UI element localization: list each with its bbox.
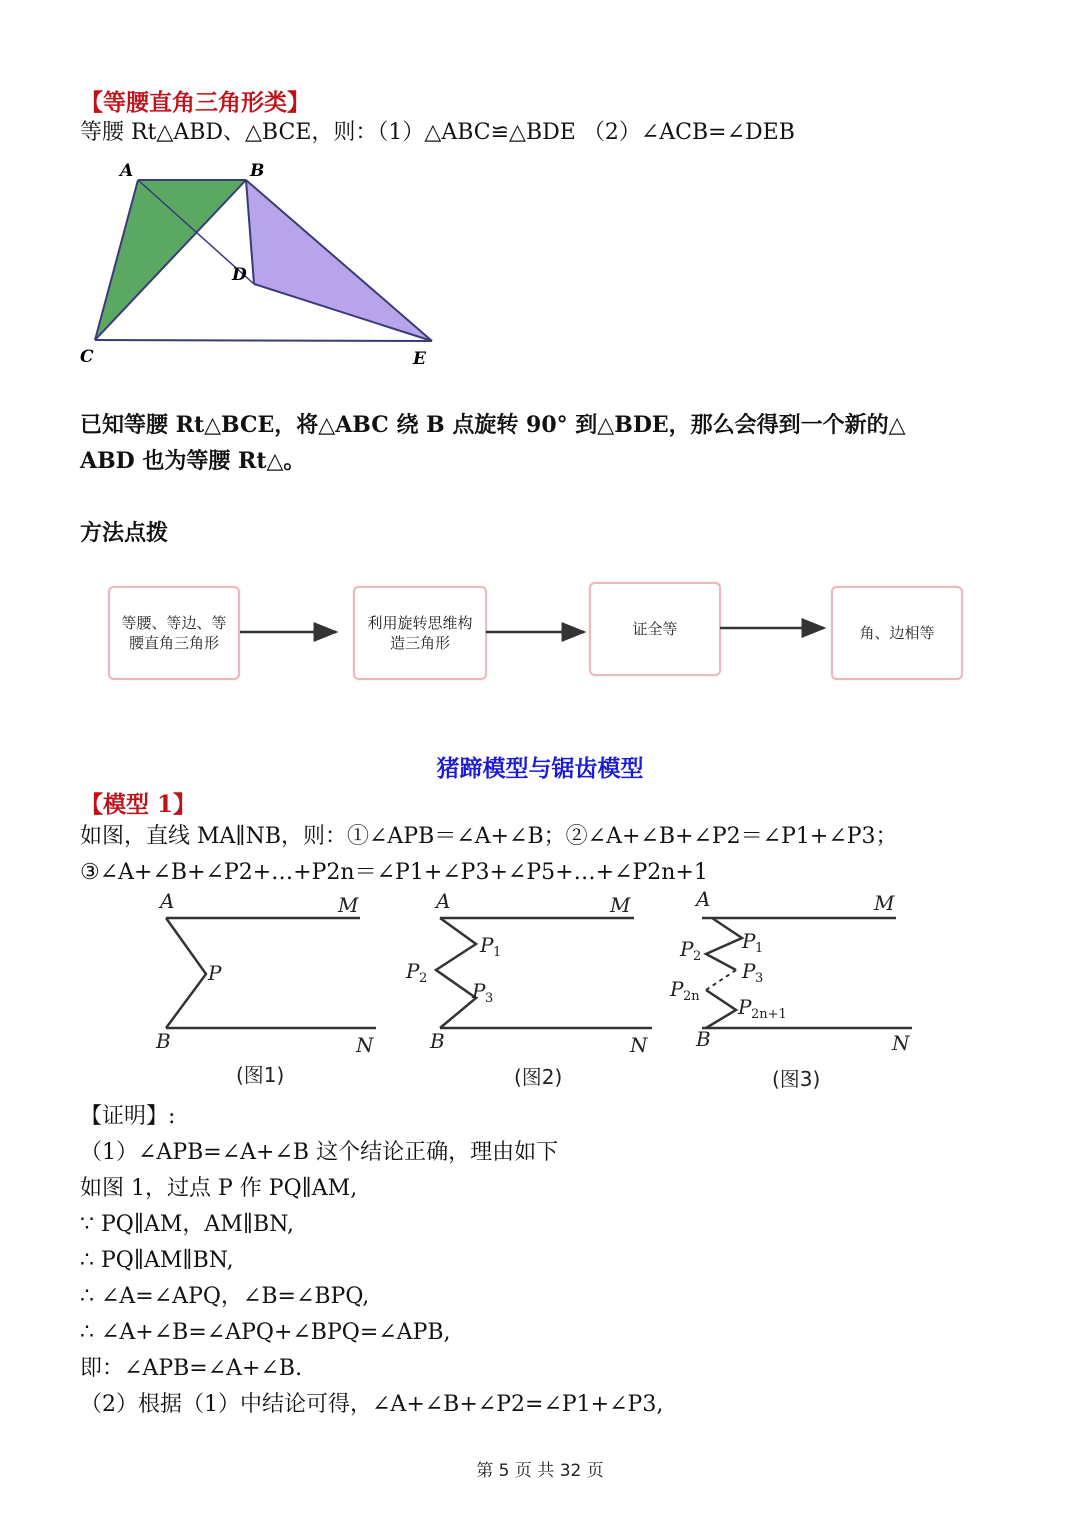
fig1-label-m: M bbox=[338, 893, 359, 917]
label-a: A bbox=[120, 161, 134, 181]
explanation-line-1: 已知等腰 Rt△BCE，将△ABC 绕 B 点旋转 90° 到△BDE，那么会得到一个新的△ bbox=[80, 412, 906, 438]
proof-line-1: （1）∠APB=∠A+∠B 这个结论正确，理由如下 bbox=[80, 1140, 559, 1165]
fig2-label-p2-sub: 2 bbox=[419, 971, 428, 986]
fig3-label-a: A bbox=[696, 887, 711, 911]
label-b: B bbox=[250, 161, 265, 181]
fig3-label-p1-sub: 1 bbox=[755, 941, 764, 956]
segment-ce bbox=[95, 340, 432, 341]
theorem-statement: 等腰 Rt△ABD、△BCE，则：（1）△ABC≌△BDE （2）∠ACB=∠DEB bbox=[80, 120, 795, 145]
fig3-label-p3: P bbox=[742, 959, 756, 983]
fig3-label-p2n-sub: 2n bbox=[683, 989, 700, 1004]
fig3-label-p2: P bbox=[680, 937, 694, 961]
proof-line-8: （2）根据（1）中结论可得，∠A+∠B+∠P2=∠P1+∠P3, bbox=[80, 1392, 664, 1417]
fig3-caption: (图3) bbox=[772, 1067, 821, 1091]
fig1-label-n: N bbox=[356, 1033, 374, 1057]
fig1-label-b: B bbox=[156, 1029, 171, 1053]
fig1-caption: (图1) bbox=[236, 1063, 285, 1087]
proof-line-6: ∴ ∠A+∠B=∠APQ+∠BPQ=∠APB, bbox=[80, 1320, 451, 1345]
fig2-label-p3: P bbox=[472, 979, 486, 1003]
fig2-caption: (图2) bbox=[514, 1065, 563, 1089]
fig3-label-b: B bbox=[696, 1027, 711, 1051]
fig3-label-p3-sub: 3 bbox=[755, 971, 764, 986]
figure-2 bbox=[405, 889, 652, 1089]
fig2-label-a: A bbox=[436, 889, 451, 913]
fig3-label-p2n: P bbox=[670, 977, 684, 1001]
triangle-figure bbox=[70, 158, 450, 373]
flow-box-2: 利用旋转思维构造三角形 bbox=[353, 586, 487, 680]
figure-3 bbox=[669, 887, 912, 1091]
fig2-label-m: M bbox=[610, 893, 631, 917]
model-heading: 【模型 1】 bbox=[80, 791, 197, 818]
proof-line-2: 如图 1，过点 P 作 PQ∥AM, bbox=[80, 1176, 358, 1201]
method-title: 方法点拨 bbox=[80, 520, 169, 546]
fig2-label-b: B bbox=[430, 1029, 445, 1053]
fig1-label-a: A bbox=[160, 889, 175, 913]
flow-arrows bbox=[0, 600, 1080, 660]
section-title: 猪蹄模型与锯齿模型 bbox=[436, 755, 644, 782]
fig3-label-m: M bbox=[874, 891, 895, 915]
explanation-line-2: ABD 也为等腰 Rt△。 bbox=[80, 448, 306, 474]
fig3-label-p2n1-sub: 2n+1 bbox=[751, 1007, 787, 1022]
fig3-label-n: N bbox=[892, 1031, 910, 1055]
fig2-label-p1-sub: 1 bbox=[493, 945, 502, 960]
model-line-1: 如图，直线 MA∥NB，则：①∠APB＝∠A+∠B；②∠A+∠B+∠P2＝∠P1+∠P3； bbox=[80, 824, 898, 849]
figure-1 bbox=[155, 889, 376, 1087]
fig2-label-p3-sub: 3 bbox=[485, 991, 494, 1006]
fig2-label-n: N bbox=[630, 1033, 648, 1057]
fig1-label-p: P bbox=[208, 961, 222, 985]
fig3-label-p2n1: P bbox=[738, 995, 752, 1019]
page-footer: 第 5 页 共 32 页 bbox=[476, 1461, 604, 1481]
zigzag-figures bbox=[140, 886, 940, 1096]
proof-line-3: ∵ PQ∥AM，AM∥BN, bbox=[80, 1212, 294, 1237]
fig3-label-p1: P bbox=[742, 929, 756, 953]
label-c: C bbox=[80, 347, 94, 367]
proof-line-5: ∴ ∠A=∠APQ，∠B=∠BPQ, bbox=[80, 1284, 370, 1309]
fig3-label-p2-sub: 2 bbox=[693, 949, 702, 964]
label-d: D bbox=[232, 265, 247, 285]
proof-line-4: ∴ PQ∥AM∥BN, bbox=[80, 1248, 234, 1273]
fig2-label-p2: P bbox=[406, 959, 420, 983]
label-e: E bbox=[413, 349, 426, 369]
flow-box-4: 角、边相等 bbox=[831, 586, 963, 680]
proof-heading: 【证明】: bbox=[80, 1104, 176, 1129]
fig2-label-p1: P bbox=[480, 933, 494, 957]
proof-line-7: 即：∠APB=∠A+∠B. bbox=[80, 1356, 303, 1381]
model-line-2: ③∠A+∠B+∠P2+…+P2n＝∠P1+∠P3+∠P5+…+∠P2n+1 bbox=[80, 860, 708, 885]
flow-box-1: 等腰、等边、等腰直角三角形 bbox=[108, 586, 240, 680]
section-heading: 【等腰直角三角形类】 bbox=[80, 89, 310, 116]
flow-box-3: 证全等 bbox=[589, 582, 721, 676]
